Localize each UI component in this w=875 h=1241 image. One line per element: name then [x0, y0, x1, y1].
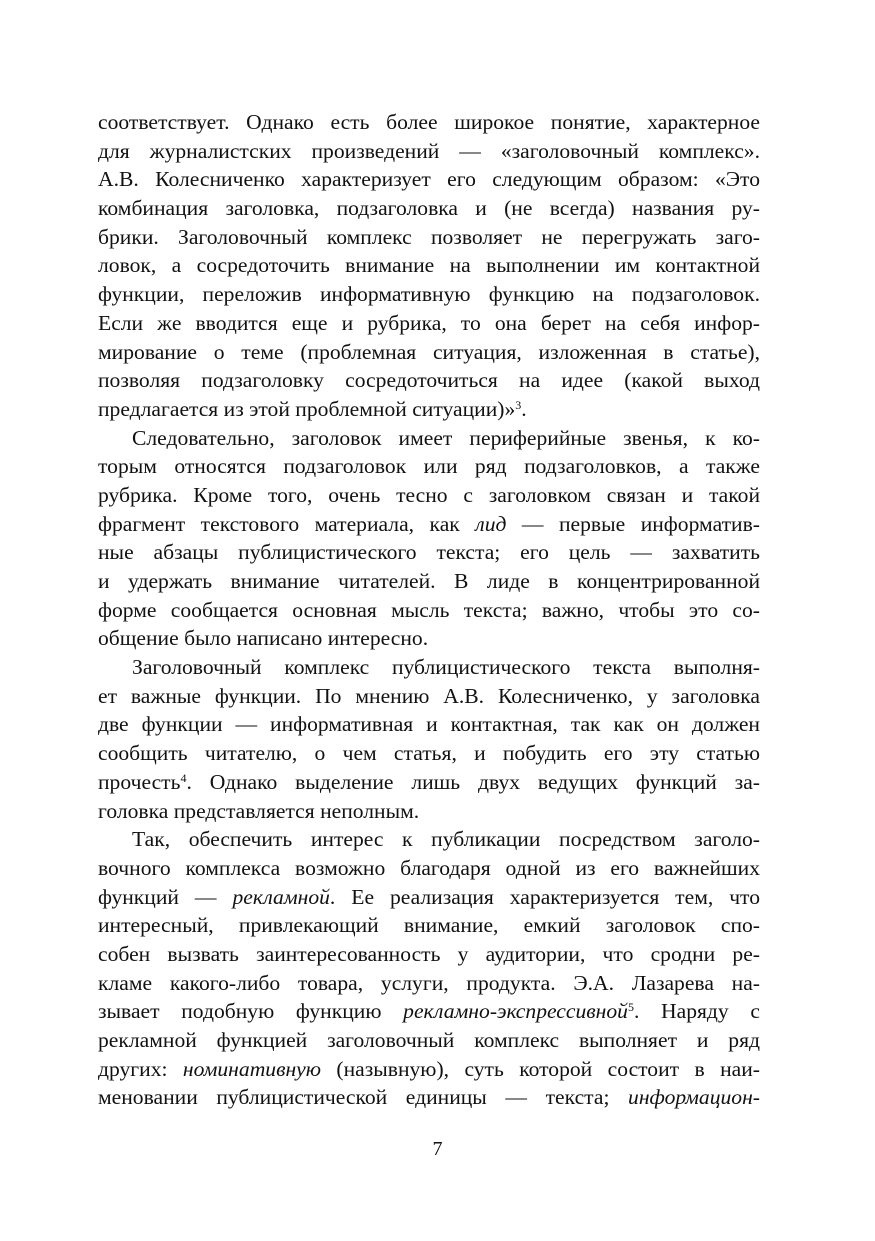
text-run: меновании публицистической единицы — текста;: [98, 1085, 629, 1110]
text-run: Заголовочный комплекс публицистического текста выполня-: [132, 655, 760, 680]
page-number: 7: [432, 1138, 443, 1160]
text-line: [98, 854, 760, 883]
text-run: А.В. Колесниченко характеризует его следующим образом: «Это: [98, 167, 760, 192]
text-run: для журналистских произведений — «заголовочный комплекс».: [98, 138, 760, 163]
text-line: [98, 395, 760, 424]
text-line: [98, 251, 760, 280]
text-run: интересный, привлекающий внимание, емкий заголовок спо-: [98, 913, 760, 938]
text-line: [98, 338, 760, 367]
text-line: [98, 940, 760, 969]
text-line: [98, 911, 760, 940]
text-run: зывает подобную функцию: [98, 999, 404, 1024]
text-run: (назывную), суть которой состоит в наи-: [320, 1056, 760, 1081]
text-line: [98, 653, 760, 682]
text-run: форме сообщается основная мысль текста; важно, чтобы это со-: [98, 597, 760, 622]
text-run: торым относятся подзаголовок или ряд подзаголовков, а также: [98, 454, 760, 479]
text-run: рубрика. Кроме того, очень тесно с заголовком связан и такой: [98, 482, 760, 507]
footnote-marker: 4: [180, 770, 187, 785]
text-run: . Однако выделение лишь двух ведущих функций за-: [186, 769, 760, 794]
text-line: [98, 280, 760, 309]
text-run: рекламной функцией заголовочный комплекс выполняет и ряд: [98, 1028, 760, 1052]
text-run: две функции — информативная и контактная, так как он должен: [98, 712, 760, 737]
text-line: [98, 682, 760, 711]
text-line: [98, 108, 760, 137]
text-run: . Ее реализация характеризуется тем, что: [329, 884, 761, 909]
text-line: [98, 624, 760, 653]
text-run: Если же вводится еще и рубрика, то она берет на себя инфор-: [98, 310, 760, 335]
text-line: [98, 997, 760, 1026]
text-line: [98, 510, 760, 539]
italic-term: рекламно-экспрессивной: [403, 999, 628, 1024]
text-run: позволяя подзаголовку сосредоточиться на идее (какой выход: [98, 368, 760, 393]
text-run: ные абзацы публицистического текста; его цель — захватить: [98, 540, 760, 565]
text-line: [98, 1055, 760, 1084]
text-line: [98, 223, 760, 252]
text-run: прочесть: [98, 769, 181, 794]
text-run: Так, обеспечить интерес к публикации посредством заголо-: [132, 827, 760, 852]
text-line: [98, 1083, 760, 1112]
text-run: и удержать внимание читателей. В лиде в концентрированной: [98, 569, 760, 593]
text-line: [98, 739, 760, 768]
text-run: комбинация заголовка, подзаголовка и (не всегда) названия ру-: [98, 196, 760, 221]
text-run: ет важные функции. По мнению А.В. Колесниченко, у заголовка: [98, 683, 760, 708]
text-line: [98, 768, 760, 797]
italic-term: информацион-: [628, 1085, 760, 1110]
text-line: [98, 1026, 760, 1055]
text-run: кламе какого-либо товара, услуги, продукта. Э.А. Лазарева на-: [98, 970, 760, 995]
text-line: [98, 596, 760, 625]
text-run: предлагается из этой проблемной ситуации)»: [98, 396, 516, 421]
text-line: [98, 452, 760, 481]
text-line: [98, 969, 760, 998]
paragraph: [98, 424, 760, 654]
text-run: — первые информатив-: [506, 511, 760, 536]
text-run: Следовательно, заголовок имеет периферийные звенья, к ко-: [132, 425, 760, 450]
italic-term: лид: [475, 511, 507, 536]
text-line: [98, 538, 760, 567]
text-run: .: [521, 396, 527, 421]
paragraph: [98, 825, 760, 1112]
footnote-marker: 5: [627, 1000, 634, 1015]
paragraph: [98, 653, 760, 825]
text-run: функций —: [98, 884, 233, 909]
italic-term: номинативную: [182, 1056, 321, 1081]
text-line: [98, 137, 760, 166]
text-line: [98, 797, 760, 826]
text-run: сообщить читателю, о чем статья, и побудить его эту статью: [98, 741, 760, 766]
text-line: [98, 194, 760, 223]
text-line: [98, 366, 760, 395]
text-run: вочного комплекса возможно благодаря одной из его важнейших: [98, 855, 760, 880]
text-line: [98, 710, 760, 739]
text-run: ловок, а сосредоточить внимание на выполнении им контактной: [98, 253, 760, 278]
text-line: [98, 825, 760, 854]
text-run: брики. Заголовочный комплекс позволяет не перегружать заго-: [98, 224, 760, 249]
text-run: мирование о теме (проблемная ситуация, изложенная в статье),: [98, 339, 760, 364]
text-run: головка представляется неполным.: [98, 798, 420, 823]
text-run: . Наряду с: [633, 999, 760, 1024]
text-run: соответствует. Однако есть более широкое понятие, характерное: [98, 110, 760, 134]
text-run: фрагмент текстового материала, как: [98, 511, 476, 536]
text-run: собен вызвать заинтересованность у аудитории, что сродни ре-: [98, 941, 760, 966]
text-line: [98, 424, 760, 453]
text-line: [98, 567, 760, 596]
text-run: общение было написано интересно.: [98, 626, 429, 651]
text-run: других:: [98, 1056, 183, 1081]
text-line: [98, 165, 760, 194]
text-line: [98, 883, 760, 912]
body-text: [98, 108, 760, 1112]
footnote-marker: 3: [515, 397, 522, 412]
italic-term: рекламной: [232, 884, 330, 909]
text-line: [98, 309, 760, 338]
paragraph: [98, 108, 760, 424]
text-line: [98, 481, 760, 510]
text-run: функции, переложив информативную функцию на подзаголовок.: [98, 282, 760, 307]
